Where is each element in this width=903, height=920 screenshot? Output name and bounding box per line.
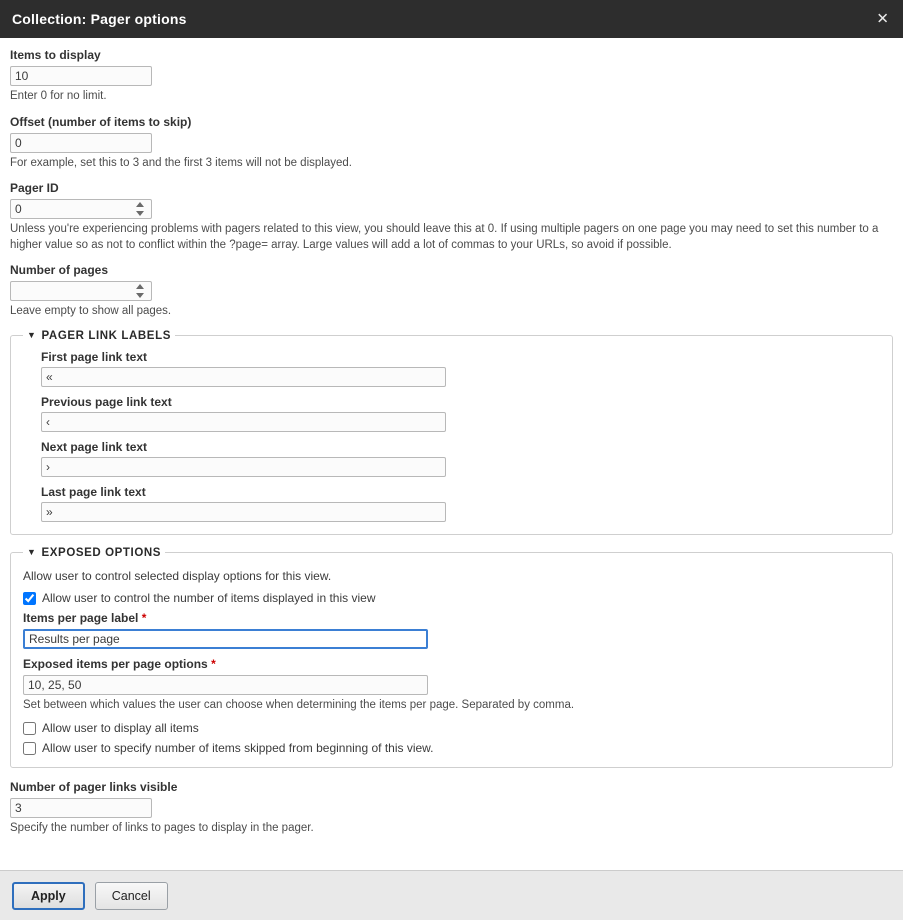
last-page-link-input[interactable] (41, 502, 446, 522)
close-icon[interactable]: ✕ (876, 10, 889, 28)
allow-items-control-label[interactable]: Allow user to control the number of items displayed in this view (42, 590, 376, 605)
field-number-of-pages (10, 263, 893, 320)
exposed-items-options-input[interactable] (23, 675, 428, 695)
field-last-page-link-text (23, 485, 880, 522)
number-of-pages-label: Number of pages (10, 263, 109, 278)
field-pager-links-visible (10, 780, 893, 837)
allow-offset-row[interactable] (23, 741, 880, 755)
field-previous-page-link-text (23, 395, 880, 432)
chevron-down-icon[interactable]: ▼ (27, 546, 37, 557)
dialog-titlebar (0, 0, 903, 38)
exposed-options-legend-text: EXPOSED OPTIONS (41, 546, 162, 559)
field-first-page-link-text (23, 350, 880, 387)
allow-offset-checkbox[interactable] (23, 742, 36, 755)
field-offset (10, 115, 893, 172)
number-of-pages-input[interactable] (10, 281, 152, 301)
spinner-icon[interactable] (136, 202, 147, 216)
pager-link-labels-group (10, 330, 893, 535)
previous-page-link-label: Previous page link text (41, 394, 172, 409)
exposed-items-options-label (23, 657, 880, 671)
dialog-footer (0, 870, 903, 920)
required-marker: * (211, 656, 216, 671)
field-exposed-items-per-page-options (23, 657, 880, 714)
field-items-to-display (10, 48, 893, 105)
allow-display-all-row[interactable] (23, 721, 880, 735)
items-to-display-description: Enter 0 for no limit. (10, 90, 107, 102)
pager-link-labels-legend-text: PAGER LINK LABELS (41, 329, 171, 342)
items-per-page-label-label (23, 611, 880, 625)
dialog-body (0, 38, 903, 870)
exposed-items-options-label-text: Exposed items per page options (23, 656, 208, 671)
pager-id-input[interactable] (10, 199, 152, 219)
offset-input[interactable] (10, 133, 152, 153)
field-items-per-page-label (23, 611, 880, 649)
first-page-link-label: First page link text (41, 349, 148, 364)
cancel-button[interactable]: Cancel (95, 882, 168, 910)
allow-display-all-label[interactable]: Allow user to display all items (42, 721, 199, 736)
required-marker: * (141, 610, 147, 625)
pager-id-label: Pager ID (10, 181, 59, 196)
exposed-items-options-description: Set between which values the user can choose when determining the items per page. Separated by comma. (23, 698, 575, 711)
offset-label: Offset (number of items to skip) (10, 114, 192, 129)
pager-id-stepper[interactable] (10, 199, 152, 219)
first-page-link-input[interactable] (41, 367, 446, 387)
items-per-page-label-input[interactable] (23, 629, 428, 649)
field-pager-id (10, 181, 893, 253)
allow-items-control-checkbox[interactable] (23, 592, 36, 605)
number-of-pages-stepper[interactable] (10, 281, 152, 301)
exposed-options-group (10, 547, 893, 769)
exposed-options-intro: Allow user to control selected display options for this view. (23, 568, 332, 583)
pager-link-labels-legend[interactable] (23, 330, 175, 342)
pager-links-visible-description: Specify the number of links to pages to display in the pager. (10, 822, 314, 835)
last-page-link-label: Last page link text (41, 484, 146, 499)
field-next-page-link-text (23, 440, 880, 477)
allow-offset-label[interactable]: Allow user to specify number of items skipped from beginning of this view. (42, 741, 434, 756)
previous-page-link-input[interactable] (41, 412, 446, 432)
offset-description: For example, set this to 3 and the first 3 items will not be displayed. (10, 156, 352, 169)
allow-items-control-row[interactable] (23, 591, 880, 605)
next-page-link-label: Next page link text (41, 439, 148, 454)
items-per-page-label-text: Items per page label (23, 610, 139, 625)
page-title: Collection: Pager options (12, 11, 187, 27)
allow-display-all-checkbox[interactable] (23, 722, 36, 735)
number-of-pages-description: Leave empty to show all pages. (10, 305, 172, 318)
next-page-link-input[interactable] (41, 457, 446, 477)
pager-links-visible-label: Number of pager links visible (10, 780, 178, 795)
chevron-down-icon[interactable]: ▼ (27, 329, 37, 340)
pager-id-description: Unless you're experiencing problems with pagers related to this view, you should leave this at 0. If using multiple pagers on one page you may need to set this number to a higher value so as not to conflict within the ?page= array. Large values will add a lot of commas to your URLs, so avoid if possible. (10, 223, 879, 251)
items-to-display-input[interactable] (10, 66, 152, 86)
exposed-options-legend[interactable] (23, 547, 165, 559)
pager-links-visible-input[interactable] (10, 798, 152, 818)
apply-button[interactable]: Apply (12, 882, 85, 910)
items-to-display-label: Items to display (10, 48, 101, 62)
spacer (10, 847, 893, 861)
spinner-icon[interactable] (136, 284, 147, 298)
